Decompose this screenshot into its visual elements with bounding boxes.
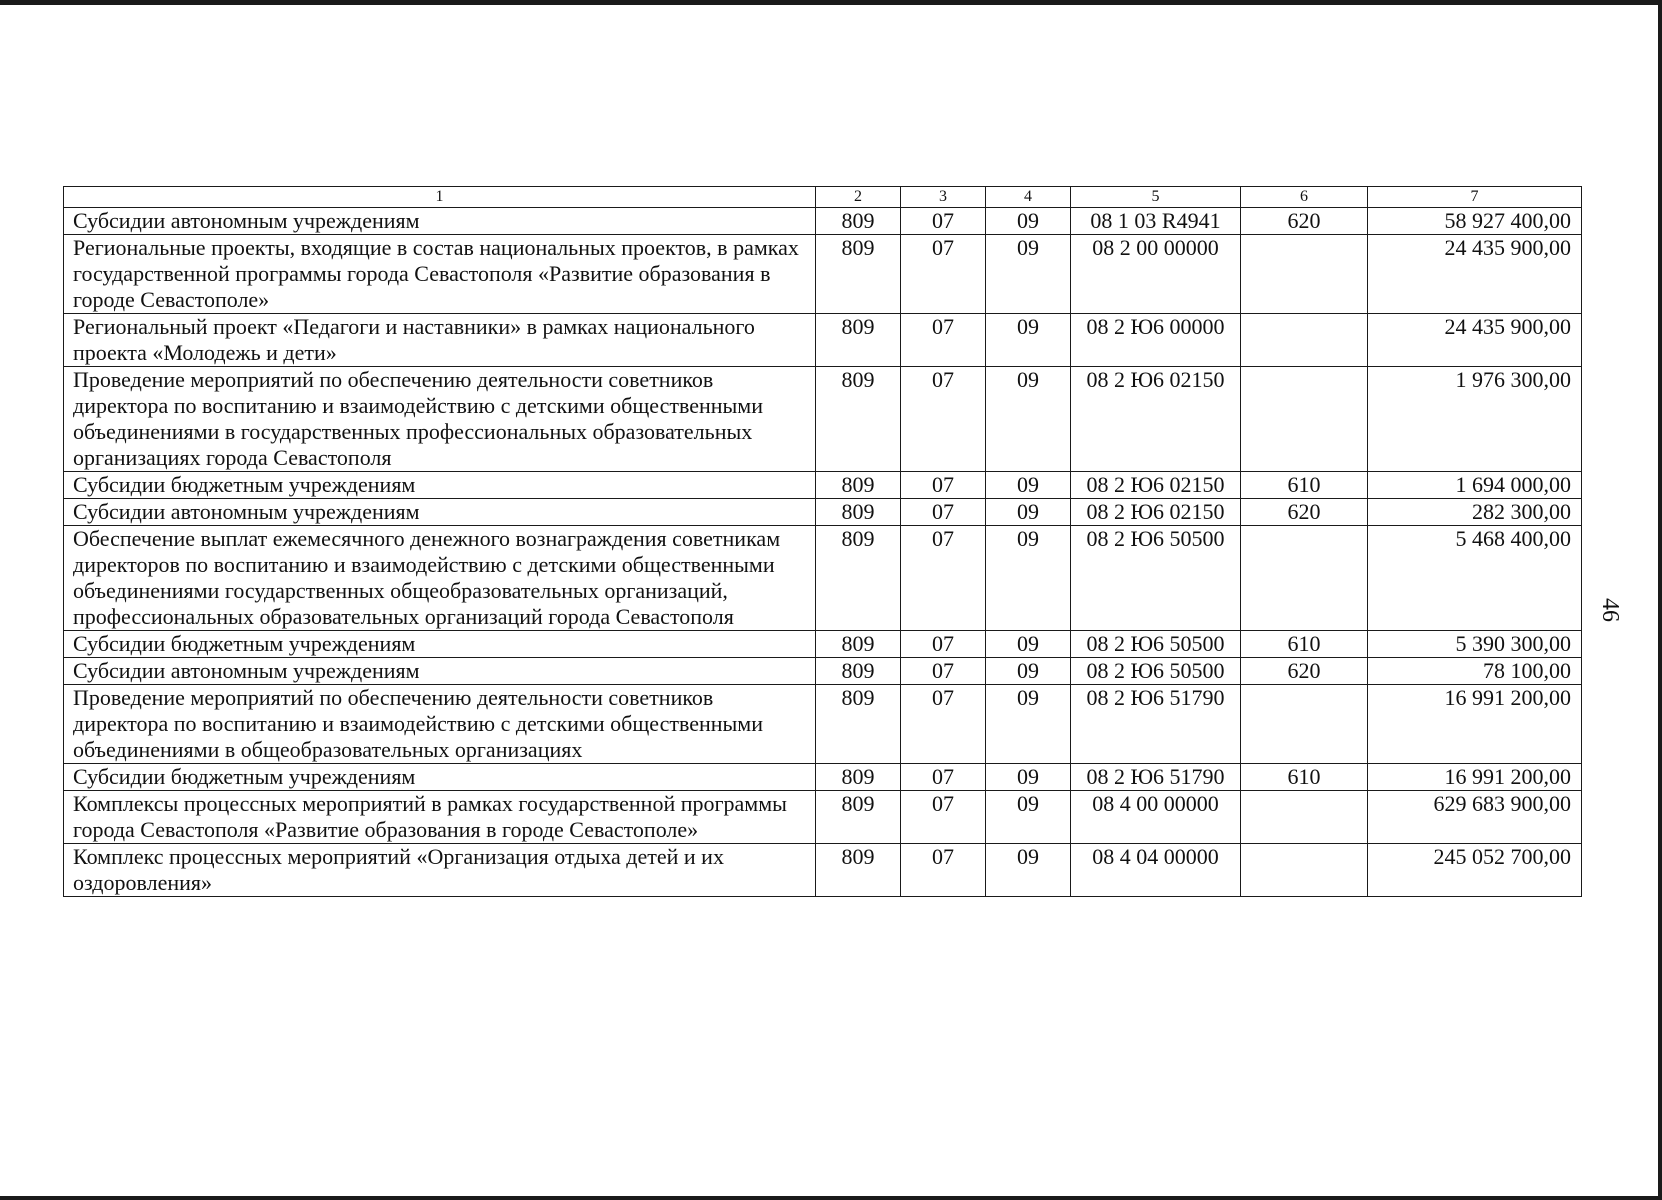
row-expense-type-cell (1241, 314, 1368, 367)
row-name-cell: Проведение мероприятий по обеспечению деятельности советников директора по воспитанию и взаимодействию с детскими общественными объединениями в общеобразовательных организациях (64, 685, 816, 764)
row-expense-type-cell (1241, 791, 1368, 844)
row-subsection-code-cell: 09 (986, 526, 1071, 631)
row-amount-cell: 78 100,00 (1368, 658, 1582, 685)
column-header: 5 (1071, 187, 1241, 208)
scan-border-right (1658, 0, 1662, 1200)
row-amount-cell: 24 435 900,00 (1368, 235, 1582, 314)
scan-border-top (0, 0, 1662, 5)
row-name-cell: Субсидии автономным учреждениям (64, 208, 816, 235)
row-subsection-code-cell: 09 (986, 314, 1071, 367)
row-expense-type-cell: 610 (1241, 631, 1368, 658)
row-target-article-cell: 08 2 00 00000 (1071, 235, 1241, 314)
row-expense-type-cell (1241, 844, 1368, 897)
row-section-code-cell: 07 (901, 367, 986, 472)
row-ministry-code-cell: 809 (816, 208, 901, 235)
row-amount-cell: 282 300,00 (1368, 499, 1582, 526)
row-target-article-cell: 08 1 03 R4941 (1071, 208, 1241, 235)
row-ministry-code-cell: 809 (816, 367, 901, 472)
row-amount-cell: 1 694 000,00 (1368, 472, 1582, 499)
row-ministry-code-cell: 809 (816, 764, 901, 791)
row-subsection-code-cell: 09 (986, 844, 1071, 897)
row-section-code-cell: 07 (901, 526, 986, 631)
row-ministry-code-cell: 809 (816, 526, 901, 631)
column-header: 4 (986, 187, 1071, 208)
table-row (64, 367, 1582, 472)
row-ministry-code-cell: 809 (816, 844, 901, 897)
column-header: 6 (1241, 187, 1368, 208)
row-expense-type-cell (1241, 685, 1368, 764)
row-name-cell: Проведение мероприятий по обеспечению деятельности советников директора по воспитанию и взаимодействию с детскими общественными объединениями в государственных профессиональных образовательных организациях города Севастополя (64, 367, 816, 472)
row-section-code-cell: 07 (901, 658, 986, 685)
row-subsection-code-cell: 09 (986, 631, 1071, 658)
row-expense-type-cell (1241, 526, 1368, 631)
row-subsection-code-cell: 09 (986, 791, 1071, 844)
row-section-code-cell: 07 (901, 235, 986, 314)
row-amount-cell: 1 976 300,00 (1368, 367, 1582, 472)
table-header-row (64, 187, 1582, 208)
row-name-cell: Региональный проект «Педагоги и наставники» в рамках национального проекта «Молодежь и дети» (64, 314, 816, 367)
row-section-code-cell: 07 (901, 791, 986, 844)
row-section-code-cell: 07 (901, 499, 986, 526)
table-row (64, 685, 1582, 764)
row-target-article-cell: 08 2 Ю6 02150 (1071, 367, 1241, 472)
row-subsection-code-cell: 09 (986, 472, 1071, 499)
row-section-code-cell: 07 (901, 314, 986, 367)
table-row (64, 764, 1582, 791)
row-ministry-code-cell: 809 (816, 631, 901, 658)
table-row (64, 472, 1582, 499)
row-amount-cell: 245 052 700,00 (1368, 844, 1582, 897)
table-body (64, 208, 1582, 897)
row-subsection-code-cell: 09 (986, 764, 1071, 791)
row-target-article-cell: 08 2 Ю6 51790 (1071, 764, 1241, 791)
row-name-cell: Субсидии бюджетным учреждениям (64, 472, 816, 499)
row-amount-cell: 16 991 200,00 (1368, 764, 1582, 791)
row-ministry-code-cell: 809 (816, 791, 901, 844)
row-target-article-cell: 08 4 04 00000 (1071, 844, 1241, 897)
row-name-cell: Субсидии автономным учреждениям (64, 499, 816, 526)
row-name-cell: Обеспечение выплат ежемесячного денежного вознаграждения советникам директоров по воспитанию и взаимодействию с детскими общественными объединениями государственных общеобразовательных организаций, профессиональных образовательных организаций города Севастополя (64, 526, 816, 631)
row-amount-cell: 16 991 200,00 (1368, 685, 1582, 764)
row-expense-type-cell: 620 (1241, 208, 1368, 235)
row-target-article-cell: 08 4 00 00000 (1071, 791, 1241, 844)
scan-border-bottom (0, 1196, 1662, 1200)
row-expense-type-cell: 620 (1241, 499, 1368, 526)
row-target-article-cell: 08 2 Ю6 00000 (1071, 314, 1241, 367)
table-row (64, 499, 1582, 526)
table-row (64, 526, 1582, 631)
row-name-cell: Субсидии автономным учреждениям (64, 658, 816, 685)
row-target-article-cell: 08 2 Ю6 51790 (1071, 685, 1241, 764)
column-header: 2 (816, 187, 901, 208)
row-subsection-code-cell: 09 (986, 367, 1071, 472)
row-name-cell: Субсидии бюджетным учреждениям (64, 631, 816, 658)
row-name-cell: Комплекс процессных мероприятий «Организация отдыха детей и их оздоровления» (64, 844, 816, 897)
row-subsection-code-cell: 09 (986, 235, 1071, 314)
table-row (64, 844, 1582, 897)
row-ministry-code-cell: 809 (816, 235, 901, 314)
row-ministry-code-cell: 809 (816, 685, 901, 764)
row-target-article-cell: 08 2 Ю6 02150 (1071, 472, 1241, 499)
row-amount-cell: 58 927 400,00 (1368, 208, 1582, 235)
column-header: 1 (64, 187, 816, 208)
row-expense-type-cell: 610 (1241, 472, 1368, 499)
table-row (64, 208, 1582, 235)
row-target-article-cell: 08 2 Ю6 50500 (1071, 631, 1241, 658)
row-section-code-cell: 07 (901, 764, 986, 791)
row-name-cell: Субсидии бюджетным учреждениям (64, 764, 816, 791)
row-name-cell: Комплексы процессных мероприятий в рамках государственной программы города Севастополя «Развитие образования в городе Севастополе» (64, 791, 816, 844)
row-amount-cell: 629 683 900,00 (1368, 791, 1582, 844)
row-amount-cell: 5 468 400,00 (1368, 526, 1582, 631)
table-row (64, 235, 1582, 314)
row-section-code-cell: 07 (901, 472, 986, 499)
row-expense-type-cell (1241, 367, 1368, 472)
row-ministry-code-cell: 809 (816, 472, 901, 499)
row-amount-cell: 5 390 300,00 (1368, 631, 1582, 658)
row-expense-type-cell (1241, 235, 1368, 314)
row-subsection-code-cell: 09 (986, 658, 1071, 685)
row-subsection-code-cell: 09 (986, 208, 1071, 235)
table-row (64, 631, 1582, 658)
row-section-code-cell: 07 (901, 685, 986, 764)
row-target-article-cell: 08 2 Ю6 50500 (1071, 658, 1241, 685)
row-target-article-cell: 08 2 Ю6 50500 (1071, 526, 1241, 631)
row-ministry-code-cell: 809 (816, 314, 901, 367)
column-header: 7 (1368, 187, 1582, 208)
table-row (64, 791, 1582, 844)
table-row (64, 314, 1582, 367)
row-subsection-code-cell: 09 (986, 685, 1071, 764)
row-expense-type-cell: 610 (1241, 764, 1368, 791)
column-header: 3 (901, 187, 986, 208)
row-section-code-cell: 07 (901, 208, 986, 235)
table-row (64, 658, 1582, 685)
row-ministry-code-cell: 809 (816, 499, 901, 526)
row-ministry-code-cell: 809 (816, 658, 901, 685)
row-section-code-cell: 07 (901, 631, 986, 658)
row-subsection-code-cell: 09 (986, 499, 1071, 526)
row-target-article-cell: 08 2 Ю6 02150 (1071, 499, 1241, 526)
row-amount-cell: 24 435 900,00 (1368, 314, 1582, 367)
row-section-code-cell: 07 (901, 844, 986, 897)
row-expense-type-cell: 620 (1241, 658, 1368, 685)
page-number: 46 (1597, 598, 1623, 622)
budget-table (63, 186, 1582, 897)
row-name-cell: Региональные проекты, входящие в состав национальных проектов, в рамках государственной программы города Севастополя «Развитие образования в городе Севастополе» (64, 235, 816, 314)
